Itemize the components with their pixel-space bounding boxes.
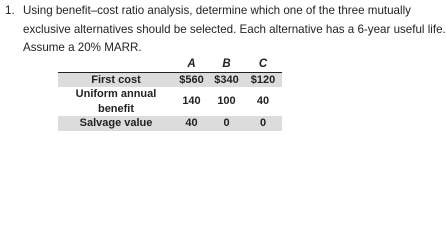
problem-line-1 — [5, 2, 411, 21]
table-cell: $560 — [174, 72, 209, 87]
table-cell: 40 — [174, 116, 209, 131]
table-cell: 100 — [217, 95, 236, 108]
row-label-first-cost: First cost — [58, 72, 174, 87]
table-cell: 0 — [244, 116, 282, 131]
problem-number: 1. — [5, 4, 15, 17]
table-row — [58, 116, 282, 131]
problem-statement — [5, 2, 446, 58]
header-alternative-a: A — [174, 57, 209, 72]
table-row — [58, 87, 282, 116]
table-cell: 40 — [256, 95, 270, 108]
problem-text-line-1: Using benefit–cost ratio analysis, determine which one of the three mutually — [23, 4, 411, 17]
problem-text-line-3: Assume a 20% MARR. — [23, 41, 142, 54]
table-cell: 140 — [182, 95, 201, 108]
table-cell: $120 — [244, 72, 282, 87]
alternatives-table — [58, 57, 282, 131]
row-label-uniform-annual-benefit: Uniform annual benefit — [75, 88, 157, 115]
problem-text-line-2: exclusive alternatives should be selected. Each alternative has a 6-year useful life. — [23, 22, 446, 36]
header-alternative-c: C — [244, 57, 282, 72]
table-header-row — [58, 57, 282, 72]
table-cell: $340 — [209, 72, 244, 87]
row-label-salvage-value: Salvage value — [58, 116, 174, 131]
header-corner — [58, 57, 174, 72]
header-alternative-b: B — [209, 57, 244, 72]
table-cell: 0 — [209, 116, 244, 131]
table-row — [58, 72, 282, 87]
